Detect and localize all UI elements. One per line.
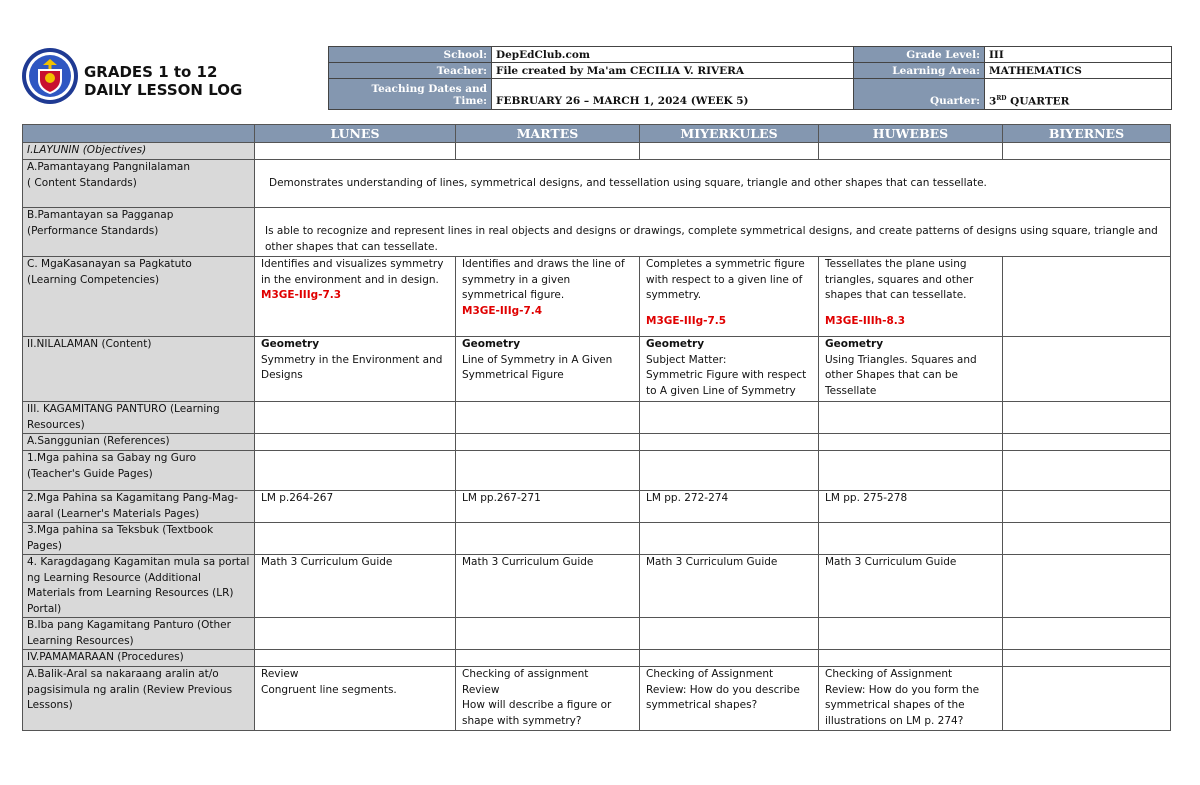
row-label-review: A.Balik-Aral sa nakaraang aralin at/o pagsisimula ng aralin (Review Previous Lessons) <box>23 667 255 731</box>
row-label-resources: III. KAGAMITANG PANTURO (Learning Resources) <box>23 402 255 434</box>
review-wed <box>640 667 819 731</box>
competency-text: Identifies and visualizes symmetry in the environment and in design. <box>261 258 444 286</box>
row-review <box>23 667 1171 731</box>
performance-standards-text: Is able to recognize and represent lines in real objects and designs or drawings, complete symmetrical designs, and create patterns of designs using square, triangle and other shapes that can tessellate. <box>255 208 1171 257</box>
school-value: DepEdClub.com <box>492 47 854 63</box>
row-learner-materials <box>23 491 1171 523</box>
label-line: B.Pamantayan sa Pagganap <box>27 209 174 221</box>
review-line: Review <box>462 683 500 696</box>
day-header-mon: LUNES <box>255 125 456 143</box>
cell <box>456 523 640 555</box>
quarter-suffix: RD <box>996 94 1007 102</box>
cell <box>1003 491 1171 523</box>
learning-area-label: Learning Area: <box>854 63 985 79</box>
cell <box>255 523 456 555</box>
row-label-objectives: I.LAYUNIN (Objectives) <box>23 143 255 160</box>
cell <box>640 523 819 555</box>
cell <box>1003 451 1171 491</box>
day-header-thu: HUWEBES <box>819 125 1003 143</box>
row-label-textbook: 3.Mga pahina sa Teksbuk (Textbook Pages) <box>23 523 255 555</box>
competency-mon <box>255 257 456 337</box>
label-line: (Performance Standards) <box>27 224 159 237</box>
competency-code: M3GE-IIIh-8.3 <box>825 314 906 327</box>
row-additional-materials <box>23 555 1171 618</box>
title-line-2: DAILY LESSON LOG <box>84 81 243 99</box>
label-line: ( Content Standards) <box>27 176 137 189</box>
grade-level-value: III <box>985 47 1172 63</box>
lm-pages-wed: LM pp. 272-274 <box>640 491 819 523</box>
competency-code: M3GE-IIIg-7.3 <box>261 289 342 301</box>
header-info-table <box>328 46 1172 110</box>
day-header-wed: MIYERKULES <box>640 125 819 143</box>
dates-label <box>329 79 492 110</box>
row-label-content-standards <box>23 160 255 208</box>
cell <box>640 143 819 160</box>
cell <box>640 650 819 667</box>
school-label: School: <box>329 47 492 63</box>
lesson-log-table <box>22 124 1171 731</box>
dates-label-line-1: Teaching Dates and <box>371 83 487 95</box>
cell <box>819 650 1003 667</box>
content-title: Geometry <box>825 338 884 350</box>
cell <box>255 618 456 650</box>
additional-wed: Math 3 Curriculum Guide <box>640 555 819 618</box>
row-resources <box>23 402 1171 434</box>
row-label-teacher-guide: 1.Mga pahina sa Gabay ng Guro (Teacher's Guide Pages) <box>23 451 255 491</box>
competency-text: Completes a symmetric figure with respect to a given line of symmetry. <box>646 258 805 301</box>
row-teacher-guide <box>23 451 1171 491</box>
row-content-standards <box>23 160 1171 208</box>
label-line: C. MgaKasanayan sa Pagkatuto <box>27 258 192 270</box>
cell <box>640 434 819 451</box>
row-label-performance-standards <box>23 208 255 257</box>
row-references <box>23 434 1171 451</box>
cell <box>1003 523 1171 555</box>
content-text: Symmetry in the Environment and Designs <box>261 353 443 381</box>
lm-pages-mon: LM p.264-267 <box>255 491 456 523</box>
teacher-label: Teacher: <box>329 63 492 79</box>
competency-text: Tessellates the plane using triangles, squares and other shapes that can tessellate. <box>825 258 974 301</box>
content-text: Using Triangles. Squares and other Shapes that can be Tessellate <box>825 353 977 397</box>
row-label-references: A.Sanggunian (References) <box>23 434 255 451</box>
cell <box>1003 555 1171 618</box>
cell <box>819 143 1003 160</box>
review-line: Checking of Assignment <box>825 668 953 680</box>
row-competencies <box>23 257 1171 337</box>
review-line: Checking of Assignment <box>646 668 774 680</box>
content-mon <box>255 337 456 402</box>
additional-thu: Math 3 Curriculum Guide <box>819 555 1003 618</box>
row-label-additional-materials: 4. Karagdagang Kagamitan mula sa portal ng Learning Resource (Additional Materials from Learning Resources (LR) Portal) <box>23 555 255 618</box>
competency-wed <box>640 257 819 337</box>
cell <box>640 451 819 491</box>
row-objectives <box>23 143 1171 160</box>
title-line-1: GRADES 1 to 12 <box>84 63 218 81</box>
quarter-value <box>985 79 1172 110</box>
content-tue <box>456 337 640 402</box>
learning-area-value: MATHEMATICS <box>985 63 1172 79</box>
content-title: Geometry <box>646 338 705 350</box>
review-line: How will describe a figure or shape with symmetry? <box>462 699 612 727</box>
cell <box>456 451 640 491</box>
review-line: Congruent line segments. <box>261 683 397 696</box>
label-line: (Learning Competencies) <box>27 273 160 286</box>
cell <box>456 402 640 434</box>
content-title: Geometry <box>462 338 521 350</box>
cell <box>1003 257 1171 337</box>
cell <box>255 402 456 434</box>
cell <box>640 618 819 650</box>
document-title <box>84 63 242 99</box>
cell <box>819 451 1003 491</box>
row-performance-standards <box>23 208 1171 257</box>
review-line: Review: How do you describe symmetrical shapes? <box>646 683 800 711</box>
cell <box>255 650 456 667</box>
row-content <box>23 337 1171 402</box>
additional-tue: Math 3 Curriculum Guide <box>456 555 640 618</box>
corner-header <box>23 125 255 143</box>
row-label-content: II.NILALAMAN (Content) <box>23 337 255 402</box>
dates-value: FEBRUARY 26 – MARCH 1, 2024 (WEEK 5) <box>492 79 854 110</box>
row-procedures <box>23 650 1171 667</box>
cell <box>819 523 1003 555</box>
cell <box>456 618 640 650</box>
cell <box>456 434 640 451</box>
review-line: Checking of assignment <box>462 668 589 680</box>
cell <box>1003 618 1171 650</box>
cell <box>255 451 456 491</box>
review-mon <box>255 667 456 731</box>
competency-code: M3GE-IIIg-7.4 <box>462 304 543 317</box>
cell <box>1003 434 1171 451</box>
review-thu <box>819 667 1003 731</box>
row-label-other-resources: B.Iba pang Kagamitang Panturo (Other Learning Resources) <box>23 618 255 650</box>
content-standards-text: Demonstrates understanding of lines, symmetrical designs, and tessellation using square, triangle and other shapes that can tessellate. <box>255 160 1171 208</box>
cell <box>1003 143 1171 160</box>
content-title: Geometry <box>261 338 320 350</box>
grade-level-label: Grade Level: <box>854 47 985 63</box>
teacher-value: File created by Ma'am CECILIA V. RIVERA <box>492 63 854 79</box>
cell <box>255 434 456 451</box>
cell <box>1003 402 1171 434</box>
row-label-procedures: IV.PAMAMARAAN (Procedures) <box>23 650 255 667</box>
review-tue <box>456 667 640 731</box>
competency-thu <box>819 257 1003 337</box>
label-line: A.Pamantayang Pangnilalaman <box>27 161 191 173</box>
day-header-fri: BIYERNES <box>1003 125 1171 143</box>
row-label-learner-materials: 2.Mga Pahina sa Kagamitang Pang-Mag-aaral (Learner's Materials Pages) <box>23 491 255 523</box>
header-row-dates <box>329 79 1172 110</box>
content-text: Subject Matter: <box>646 353 727 366</box>
dates-label-line-2: Time: <box>453 95 487 107</box>
day-header-tue: MARTES <box>456 125 640 143</box>
lm-pages-thu: LM pp. 275-278 <box>819 491 1003 523</box>
row-label-competencies <box>23 257 255 337</box>
cell <box>819 618 1003 650</box>
content-text: Line of Symmetry in A Given Symmetrical Figure <box>462 353 613 381</box>
quarter-word: QUARTER <box>1006 95 1070 107</box>
content-text: Symmetric Figure with respect to A given Line of Symmetry <box>646 369 807 397</box>
cell <box>819 434 1003 451</box>
deped-seal-logo <box>21 47 79 105</box>
quarter-label: Quarter: <box>854 79 985 110</box>
row-textbook <box>23 523 1171 555</box>
header-row-school <box>329 47 1172 63</box>
lm-pages-tue: LM pp.267-271 <box>456 491 640 523</box>
review-line: Review <box>261 668 299 680</box>
cell <box>255 143 456 160</box>
cell <box>1003 667 1171 731</box>
header-row-teacher <box>329 63 1172 79</box>
competency-tue <box>456 257 640 337</box>
cell <box>456 650 640 667</box>
content-wed <box>640 337 819 402</box>
content-thu <box>819 337 1003 402</box>
competency-code: M3GE-IIIg-7.5 <box>646 314 727 327</box>
day-header-row <box>23 125 1171 143</box>
quarter-number: 3 <box>989 95 997 107</box>
cell <box>1003 337 1171 402</box>
row-other-resources <box>23 618 1171 650</box>
cell <box>1003 650 1171 667</box>
cell <box>640 402 819 434</box>
cell <box>456 143 640 160</box>
competency-text: Identifies and draws the line of symmetry in a given symmetrical figure. <box>462 258 625 301</box>
additional-mon: Math 3 Curriculum Guide <box>255 555 456 618</box>
review-line: Review: How do you form the symmetrical shapes of the illustrations on LM p. 274? <box>825 683 980 727</box>
cell <box>819 402 1003 434</box>
